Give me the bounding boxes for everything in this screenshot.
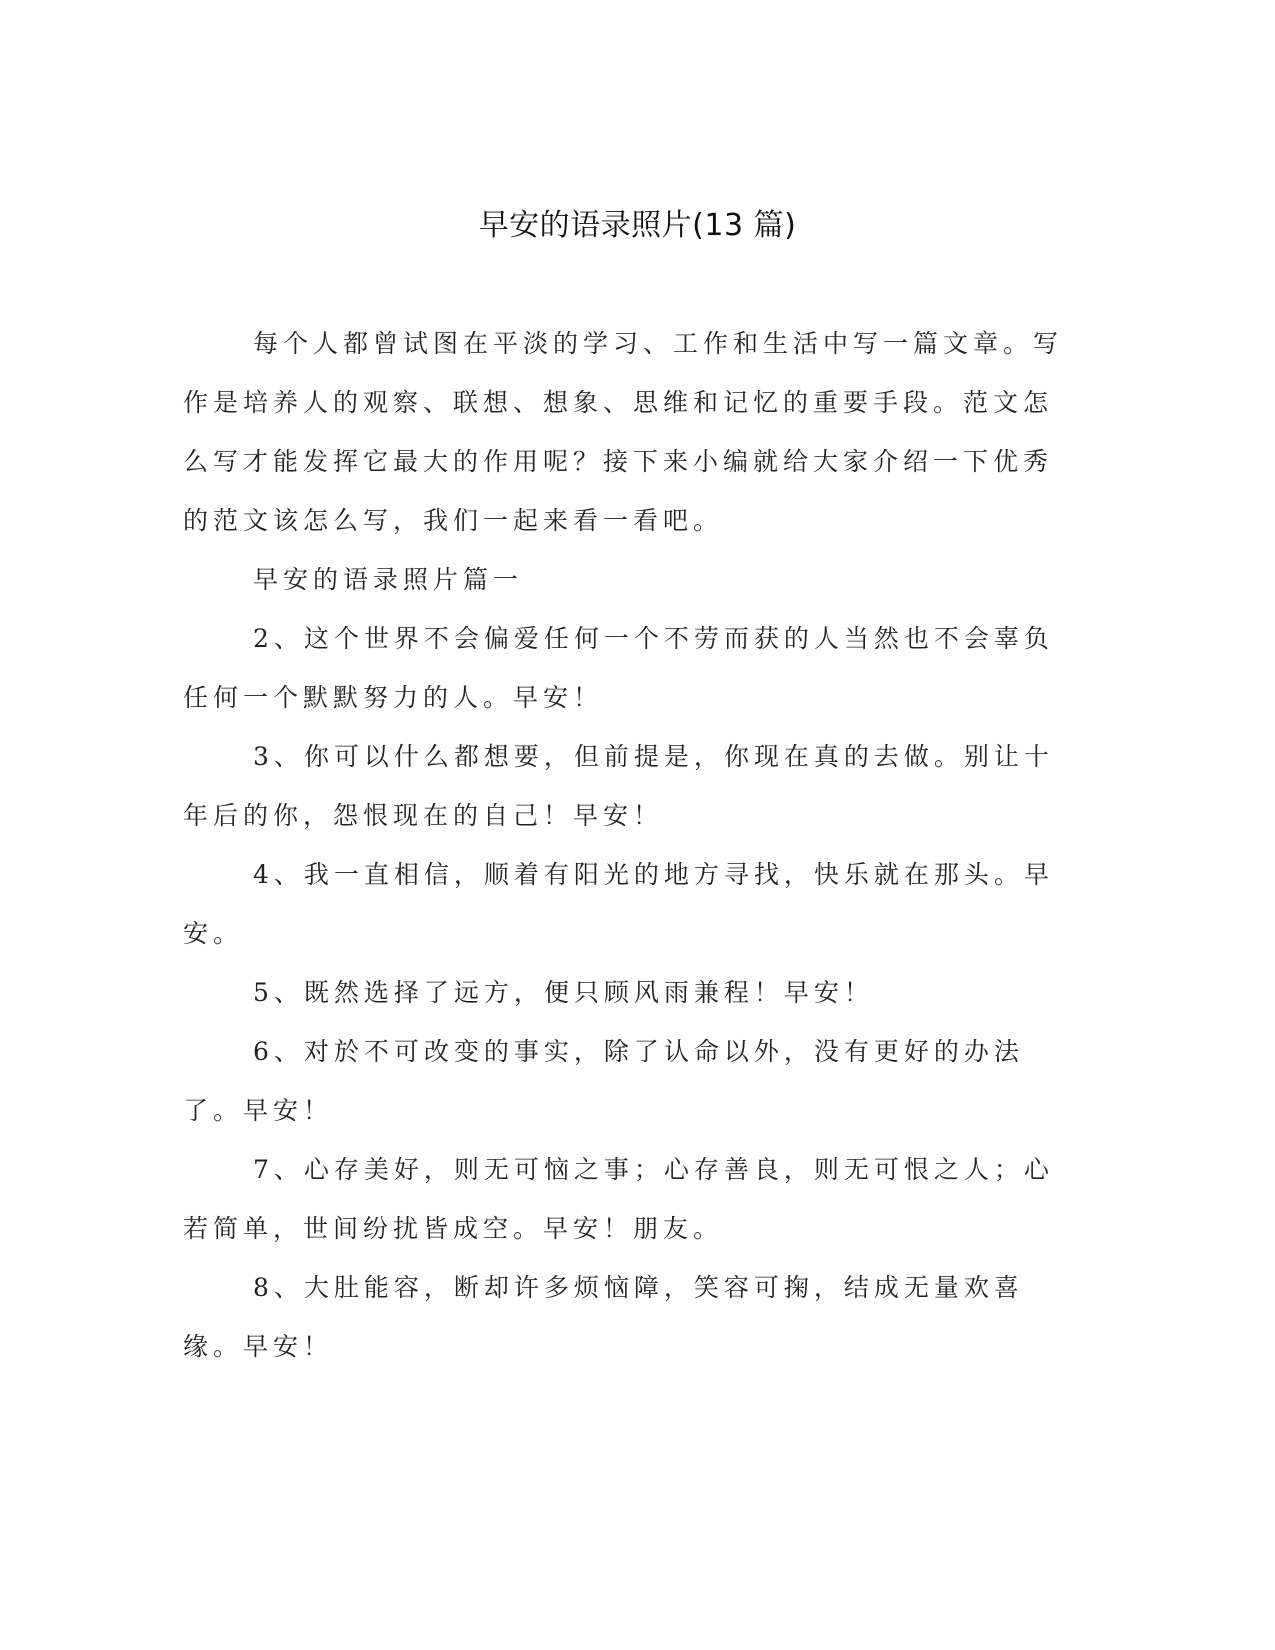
quote-paragraph-2: 2、这个世界不会偏爱任何一个不劳而获的人当然也不会辜负任何一个默默努力的人。早安！	[183, 624, 1054, 712]
section-heading: 早安的语录照片篇一	[253, 565, 524, 594]
quote-paragraph-5: 5、既然选择了远方，便只顾风雨兼程！早安！	[253, 978, 874, 1007]
quote-paragraph-8: 8、大肚能容，断却许多烦恼障，笑容可掬，结成无量欢喜缘。早安！	[183, 1273, 1024, 1361]
intro-paragraph: 每个人都曾试图在平淡的学习、工作和生活中写一篇文章。写作是培养人的观察、联想、想象、思维和记忆的重要手段。范文怎么写才能发挥它最大的作用呢？接下来小编就给大家介绍一下优秀的范文该怎么写，我们一起来看一看吧。	[183, 329, 1064, 535]
document-body	[183, 314, 1063, 1376]
quote-paragraph-7: 7、心存美好，则无可恼之事；心存善良，则无可恨之人；心若简单，世间纷扰皆成空。早安！朋友。	[183, 1155, 1054, 1243]
quote-paragraph-3: 3、你可以什么都想要，但前提是，你现在真的去做。别让十年后的你，怨恨现在的自己！早安！	[183, 742, 1054, 830]
quote-paragraph-6: 6、对於不可改变的事实，除了认命以外，没有更好的办法了。早安！	[183, 1037, 1024, 1125]
document-title: 早安的语录照片(13 篇)	[478, 208, 797, 243]
quote-paragraph-4: 4、我一直相信，顺着有阳光的地方寻找，快乐就在那头。早安。	[183, 860, 1054, 948]
